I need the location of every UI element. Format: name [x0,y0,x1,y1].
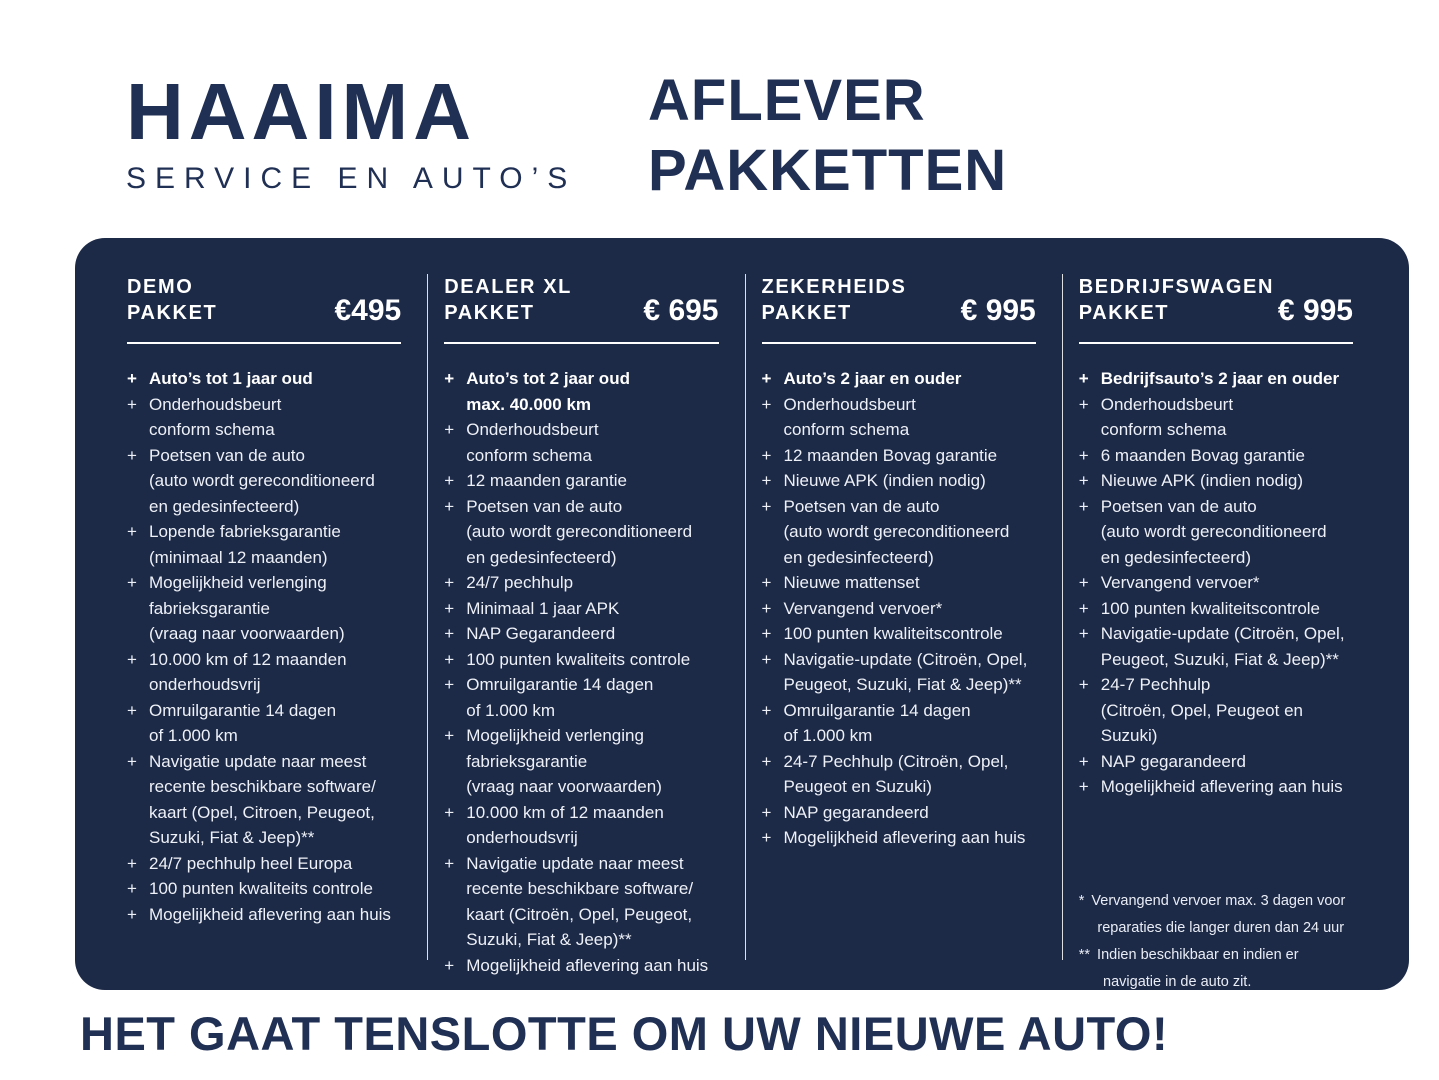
package-price: € 995 [960,294,1036,327]
plus-bullet: + [761,573,772,592]
feature-item [444,953,724,979]
feature-item [444,723,724,800]
plus-bullet: + [444,420,455,439]
feature-item [127,392,407,443]
package-header [127,274,407,326]
plus-bullet: + [444,675,455,694]
feature-item [1079,570,1359,596]
feature-item [1079,749,1359,775]
plus-bullet: + [1078,369,1089,388]
feature-item [127,902,407,928]
feature-text: Navigatie update naar meest recente beschikbare software/ kaart (Citroën, Opel, Peugeot, Suzuki, Fiat & Jeep)** [466,853,694,949]
feature-text: Vervangend vervoer* [1100,573,1260,592]
plus-bullet: + [1078,675,1089,694]
feature-item [1079,596,1359,622]
package-name [762,274,907,326]
feature-item [762,570,1042,596]
feature-item [762,621,1042,647]
package-column-4 [1063,274,1359,990]
feature-item [127,519,407,570]
feature-text: Poetsen van de auto (auto wordt gereconditioneerd en gedesinfecteerd) [1100,496,1327,567]
plus-bullet: + [444,624,455,643]
feature-item [444,494,724,571]
plus-bullet: + [761,828,772,847]
brand-logo-wordmark: HAAIMA [126,67,476,156]
plus-bullet: + [761,624,772,643]
package-name [127,274,217,326]
plus-bullet: + [1078,394,1089,414]
feature-text: 12 maanden garantie [466,471,627,490]
feature-text: Omruilgarantie 14 dagen of 1.000 km [466,675,654,720]
feature-text: Onderhoudsbeurt conform schema [149,394,282,439]
package-column-3 [746,274,1063,960]
feature-text: Auto’s tot 2 jaar oud max. 40.000 km [466,369,630,414]
plus-bullet: + [444,369,455,388]
feature-item [444,621,724,647]
feature-text: Onderhoudsbeurt conform schema [466,420,599,465]
feature-text: Mogelijkheid aflevering aan huis [1100,777,1343,796]
feature-text: Auto’s tot 1 jaar oud [149,369,313,388]
plus-bullet: + [761,598,772,618]
feature-text: Navigatie update naar meest recente beschikbare software/ kaart (Opel, Citroen, Peugeot, Suzuki, Fiat & Jeep)** [149,751,376,847]
feature-text: Auto’s 2 jaar en ouder [783,369,962,388]
feature-text: Mogelijkheid aflevering aan huis [149,904,391,924]
brand-logo-subtitle: SERVICE EN AUTO’S [126,162,577,195]
plus-bullet: + [444,853,455,873]
feature-item [444,672,724,723]
feature-item [1079,774,1359,800]
feature-item [127,749,407,851]
feature-text: Bedrijfsauto’s 2 jaar en ouder [1100,369,1340,388]
feature-item [1079,392,1359,443]
plus-bullet: + [127,879,137,898]
feature-text: NAP gegarandeerd [783,802,929,822]
footnote-marker: ** [1078,946,1091,963]
feature-text: Minimaal 1 jaar APK [466,598,620,618]
header-divider [444,342,718,344]
feature-text: Mogelijkheid aflevering aan huis [466,955,709,975]
package-price: € 695 [643,294,719,327]
plus-bullet: + [761,751,772,771]
footnote-item [1079,942,1359,996]
plus-bullet: + [444,955,455,975]
feature-item [762,749,1042,800]
feature-item [762,698,1042,749]
plus-bullet: + [1078,624,1089,643]
feature-text: Omruilgarantie 14 dagen of 1.000 km [149,700,337,745]
plus-bullet: + [444,649,455,669]
feature-text: Navigatie-update (Citroën, Opel, Peugeot, Suzuki, Fiat & Jeep)** [1100,624,1345,669]
feature-text: 24/7 pechhulp [466,573,574,592]
feature-text: Onderhoudsbeurt conform schema [1100,394,1234,439]
feature-item [444,647,724,673]
feature-item [127,647,407,698]
page-title-line1: AFLEVER [648,68,926,133]
feature-item [444,366,724,417]
header-divider [762,342,1036,344]
feature-item [1079,468,1359,494]
plus-bullet: + [127,649,137,669]
feature-item [762,468,1042,494]
feature-item [444,800,724,851]
feature-item [127,698,407,749]
footnote-marker: * [1078,892,1085,909]
page-title-line2: PAKKETTEN [648,137,1008,203]
feature-text: Lopende fabrieksgarantie (minimaal 12 maanden) [149,522,341,567]
package-header [444,274,724,326]
package-name-line2: PAKKET [761,302,852,324]
feature-text: Mogelijkheid verlenging fabrieksgarantie (vraag naar voorwaarden) [149,573,345,643]
feature-list [127,366,407,927]
plus-bullet: + [761,802,772,822]
plus-bullet: + [761,471,772,490]
feature-text: 6 maanden Bovag garantie [1100,445,1305,465]
plus-bullet: + [761,369,772,388]
plus-bullet: + [127,369,137,388]
feature-item [762,596,1042,622]
plus-bullet: + [127,853,137,873]
feature-text: Nieuwe mattenset [783,573,920,592]
feature-text: 10.000 km of 12 maanden onderhoudsvrij [466,802,664,847]
footer-tagline: HET GAAT TENSLOTTE OM UW NIEUWE AUTO! [80,1007,1169,1060]
feature-text: 24-7 Pechhulp (Citroën, Opel, Peugeot en Suzuki) [783,751,1009,796]
feature-text: Mogelijkheid verlenging fabrieksgarantie (vraag naar voorwaarden) [466,726,662,796]
package-name-line2: PAKKET [444,302,535,324]
feature-item [127,851,407,877]
feature-text: Vervangend vervoer* [783,598,943,618]
feature-item [127,876,407,902]
feature-text: 100 punten kwaliteitscontrole [783,624,1003,643]
feature-item [444,468,724,494]
plus-bullet: + [761,649,772,669]
plus-bullet: + [1078,751,1089,771]
footnote-continuation: reparaties die langer duren dan 24 uur [1097,919,1345,936]
plus-bullet: + [1078,777,1089,796]
plus-bullet: + [127,522,137,541]
feature-item [762,443,1042,469]
package-name [444,274,572,326]
feature-text: Nieuwe APK (indien nodig) [1100,471,1303,490]
feature-text: Omruilgarantie 14 dagen of 1.000 km [783,700,971,745]
plus-bullet: + [127,573,137,592]
feature-text: Onderhoudsbeurt conform schema [783,394,916,439]
feature-item [762,392,1042,443]
feature-text: Poetsen van de auto (auto wordt gereconditioneerd en gedesinfecteerd) [149,445,375,516]
feature-text: 100 punten kwaliteits controle [466,649,691,669]
plus-bullet: + [761,496,772,516]
package-name-line1: BEDRIJFSWAGEN [1078,276,1275,298]
feature-item [762,366,1042,392]
packages-panel [75,238,1409,990]
feature-item [1079,494,1359,571]
package-price: € 995 [1277,294,1353,327]
feature-item [762,494,1042,571]
feature-text: Mogelijkheid aflevering aan huis [783,828,1026,847]
feature-text: 100 punten kwaliteitscontrole [1100,598,1320,618]
footnote-continuation: navigatie in de auto zit. [1103,973,1252,990]
plus-bullet: + [1078,573,1089,592]
plus-bullet: + [127,904,137,924]
feature-item [444,596,724,622]
package-price: €495 [334,294,402,327]
footnote-text: Indien beschikbaar en indien er navigatie in de auto zit. [1097,946,1299,990]
plus-bullet: + [761,394,772,414]
feature-item [444,570,724,596]
feature-list [444,366,724,978]
feature-text: Nieuwe APK (indien nodig) [783,471,986,490]
package-name [1079,274,1274,326]
plus-bullet: + [444,471,455,490]
feature-text: 12 maanden Bovag garantie [783,445,998,465]
package-header [762,274,1042,326]
package-name-line1: ZEKERHEIDS [761,276,907,298]
feature-item [762,800,1042,826]
plus-bullet: + [127,394,137,414]
feature-text: Navigatie-update (Citroën, Opel, Peugeot, Suzuki, Fiat & Jeep)** [783,649,1028,694]
package-name-line2: PAKKET [1078,302,1170,324]
header-divider [1079,342,1353,344]
footnotes [1079,888,1359,996]
plus-bullet: + [444,598,455,618]
feature-text: 24-7 Pechhulp (Citroën, Opel, Peugeot en Suzuki) [1100,675,1303,745]
plus-bullet: + [444,573,455,592]
plus-bullet: + [127,445,137,465]
package-name-line2: PAKKET [127,302,218,324]
feature-item [444,417,724,468]
feature-item [127,366,407,392]
feature-item [762,647,1042,698]
feature-item [1079,672,1359,749]
plus-bullet: + [1078,445,1089,465]
brand-logo [126,67,577,195]
package-columns [127,274,1359,990]
feature-item [444,851,724,953]
feature-text: 10.000 km of 12 maanden onderhoudsvrij [149,649,347,694]
page-title [648,66,1007,205]
plus-bullet: + [444,496,455,516]
package-name-line1: DEMO [127,276,194,298]
plus-bullet: + [444,726,455,745]
feature-item [1079,621,1359,672]
plus-bullet: + [444,802,455,822]
package-header [1079,274,1359,326]
feature-text: 100 punten kwaliteits controle [149,879,373,898]
feature-item [1079,443,1359,469]
package-column-2 [428,274,745,975]
feature-list [1079,366,1359,800]
header-divider [127,342,401,344]
plus-bullet: + [761,445,772,465]
feature-list [762,366,1042,851]
feature-text: Poetsen van de auto (auto wordt gereconditioneerd en gedesinfecteerd) [466,496,693,567]
feature-item [127,570,407,647]
feature-text: NAP Gegarandeerd [466,624,616,643]
feature-text: NAP gegarandeerd [1100,751,1246,771]
plus-bullet: + [1078,496,1089,516]
plus-bullet: + [127,700,137,720]
feature-text: 24/7 pechhulp heel Europa [149,853,353,873]
plus-bullet: + [127,751,137,771]
feature-item [762,825,1042,851]
plus-bullet: + [1078,471,1089,490]
plus-bullet: + [1078,598,1089,618]
package-column-1 [127,274,428,960]
feature-item [127,443,407,520]
feature-item [1079,366,1359,392]
plus-bullet: + [761,700,772,720]
footnote-item [1079,888,1359,942]
feature-text: Poetsen van de auto (auto wordt gereconditioneerd en gedesinfecteerd) [783,496,1010,567]
footnote-text: Vervangend vervoer max. 3 dagen voor reparaties die langer duren dan 24 uur [1091,892,1346,936]
package-name-line1: DEALER XL [444,276,572,298]
